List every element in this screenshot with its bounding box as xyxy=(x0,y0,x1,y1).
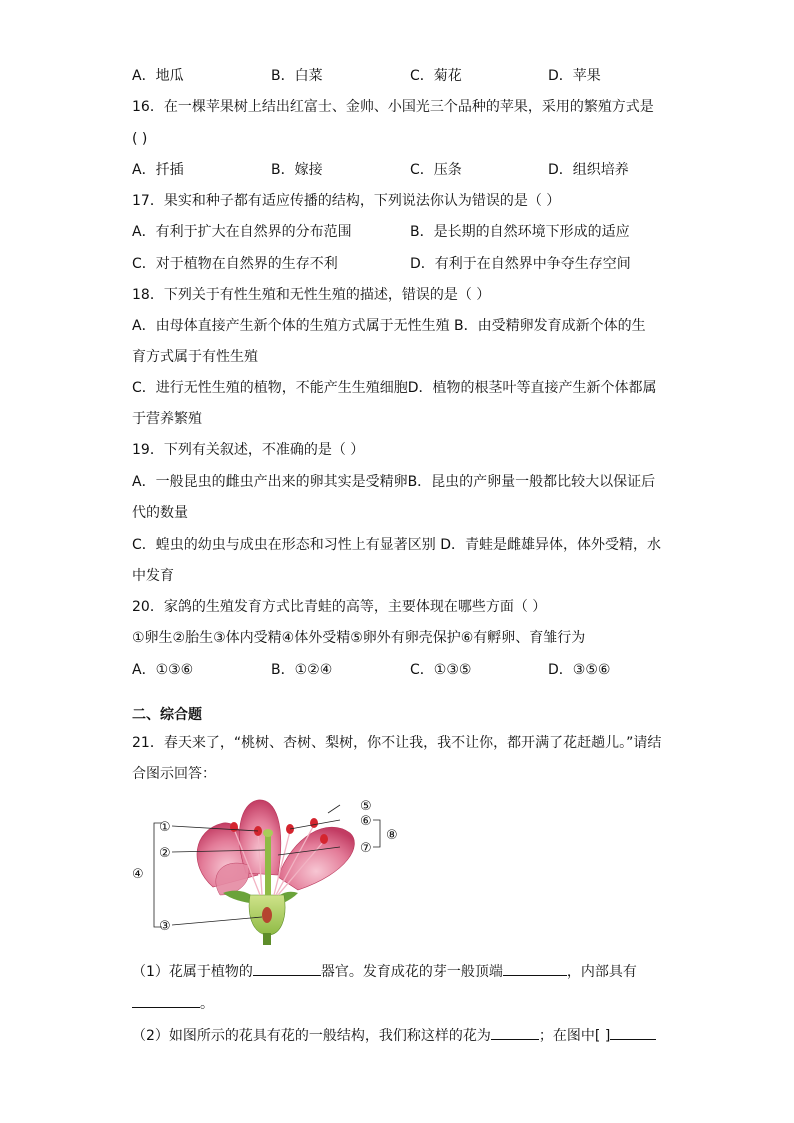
q18-line: 于营养繁殖 xyxy=(132,411,202,427)
q15-option-c[interactable]: C．菊花 xyxy=(410,68,462,84)
q16-stem: 16．在一棵苹果树上结出红富士、金帅、小国光三个品种的苹果，采用的繁殖方式是 xyxy=(132,99,654,115)
q16-option-c[interactable]: C．压条 xyxy=(410,162,462,178)
q20-option-b[interactable]: B．①②④ xyxy=(271,662,333,678)
label-8: ⑧ xyxy=(386,828,398,843)
q19-line: 中发育 xyxy=(132,568,174,584)
q17-option-c[interactable]: C．对于植物在自然界的生存不利 xyxy=(132,256,338,272)
q18-line: 育方式属于有性生殖 xyxy=(132,349,258,365)
answer-blank[interactable] xyxy=(503,961,567,976)
q18-stem: 18．下列关于有性生殖和无性生殖的描述，错误的是（ ） xyxy=(132,287,491,303)
q20-items: ①卵生②胎生③体内受精④体外受精⑤卵外有卵壳保护⑥有孵卵、育雏行为 xyxy=(132,630,586,646)
label-2: ② xyxy=(159,846,171,861)
answer-blank[interactable] xyxy=(491,1025,539,1040)
q15-option-a[interactable]: A．地瓜 xyxy=(132,68,184,84)
q20-stem: 20．家鸽的生殖发育方式比青蛙的高等，主要体现在哪些方面（ ） xyxy=(132,599,547,615)
q15-option-b[interactable]: B．白菜 xyxy=(271,68,323,84)
label-3: ③ xyxy=(159,919,171,934)
q17-stem: 17．果实和种子都有适应传播的结构，下列说法你认为错误的是（ ） xyxy=(132,193,561,209)
anther xyxy=(320,834,328,844)
q18-line: A．由母体直接产生新个体的生殖方式属于无性生殖 B．由受精卵发育成新个体的生 xyxy=(132,318,646,334)
pistil-style xyxy=(265,835,271,895)
section-title: 二、综合题 xyxy=(132,707,202,723)
label-4: ④ xyxy=(132,867,144,882)
q16-answer-paren: ( ) xyxy=(132,131,148,147)
stigma xyxy=(263,829,273,837)
label-1: ① xyxy=(159,820,171,835)
q21-sub1: （1）花属于植物的 器官。发育成花的芽一般顶端 ，内部具有 xyxy=(132,961,637,982)
q17-option-a[interactable]: A．有利于扩大在自然界的分布范围 xyxy=(132,224,352,240)
q21-sub2: （2）如图所示的花具有花的一般结构，我们称这样的花为 ；在图中[ ] xyxy=(132,1025,656,1046)
q18-line: C．进行无性生殖的植物，不能产生生殖细胞D．植物的根茎叶等直接产生新个体都属 xyxy=(132,380,657,396)
q21-stem: 21．春天来了，“桃树、杏树、梨树，你不让我，我不让你，都开满了花赶趟儿。”请结 xyxy=(132,735,662,751)
q20-option-c[interactable]: C．①③⑤ xyxy=(410,662,472,678)
q19-line: 代的数量 xyxy=(132,505,188,521)
label-7: ⑦ xyxy=(360,841,372,856)
q15-option-d[interactable]: D．苹果 xyxy=(548,68,601,84)
q20-option-d[interactable]: D．③⑤⑥ xyxy=(548,662,611,678)
q20-option-a[interactable]: A．①③⑥ xyxy=(132,662,194,678)
anther xyxy=(310,818,318,828)
pedicel xyxy=(263,933,271,945)
q16-option-a[interactable]: A．扦插 xyxy=(132,162,184,178)
q19-line: A．一般昆虫的雌虫产出来的卵其实是受精卵B．昆虫的产卵量一般都比较大以保证后 xyxy=(132,474,656,490)
q16-option-b[interactable]: B．嫁接 xyxy=(271,162,323,178)
ovule xyxy=(262,907,272,923)
q19-stem: 19．下列有关叙述，不准确的是（ ） xyxy=(132,442,365,458)
answer-blank[interactable] xyxy=(132,993,200,1008)
anther xyxy=(230,822,238,832)
q19-line: C．蝗虫的幼虫与成虫在形态和习性上有显著区别 D．青蛙是雌雄异体，体外受精，水 xyxy=(132,537,662,553)
answer-blank[interactable] xyxy=(610,1025,656,1040)
q17-option-d[interactable]: D．有利于在自然界中争夺生存空间 xyxy=(410,256,631,272)
label-5: ⑤ xyxy=(360,799,372,814)
q21-stem: 合图示回答： xyxy=(132,766,216,782)
flower-structure-figure xyxy=(128,795,418,945)
label-6: ⑥ xyxy=(360,814,372,829)
answer-blank[interactable] xyxy=(253,961,321,976)
q21-sub1-cont: 。 xyxy=(132,993,214,1014)
q17-option-b[interactable]: B．是长期的自然环境下形成的适应 xyxy=(410,224,630,240)
q16-option-d[interactable]: D．组织培养 xyxy=(548,162,629,178)
